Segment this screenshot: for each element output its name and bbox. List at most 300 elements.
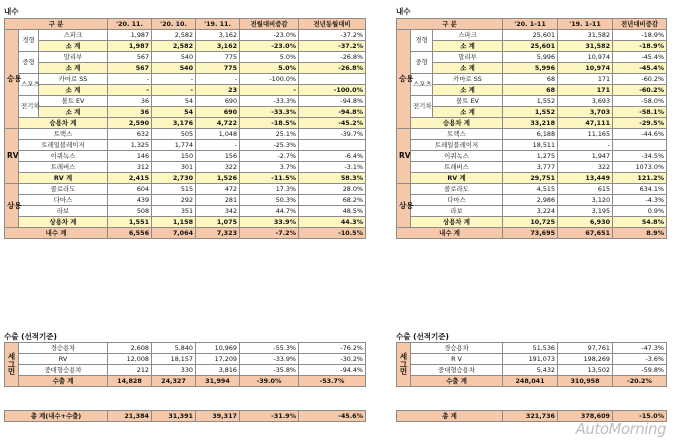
grand-total-row bbox=[5, 411, 366, 422]
cell-value: 18,157 bbox=[152, 354, 196, 365]
cell-value: 1,552 bbox=[503, 107, 558, 118]
cell-value: -10.5% bbox=[299, 228, 366, 239]
subgroup-label: 스포츠 bbox=[19, 74, 39, 96]
cell-value: 508 bbox=[108, 206, 152, 217]
cell-value: 121.2% bbox=[613, 173, 667, 184]
export-title-left: 수출 (선적기준) bbox=[4, 332, 57, 341]
cell-value: -30.2% bbox=[299, 354, 366, 365]
cell-value: 198,269 bbox=[558, 354, 613, 365]
table-row bbox=[397, 52, 667, 63]
cell-value: 2,582 bbox=[152, 41, 196, 52]
row-label: 트레일블레이저 bbox=[411, 140, 503, 151]
cell-value: 6,930 bbox=[558, 217, 613, 228]
cell-value: 48.5% bbox=[299, 206, 366, 217]
subgroup-label: 경형 bbox=[411, 30, 433, 52]
export-title-right: 수출 (선적기준) bbox=[396, 332, 449, 341]
cell-value: 351 bbox=[152, 206, 196, 217]
row-label: 상용차 계 bbox=[19, 217, 108, 228]
table-row bbox=[5, 85, 366, 96]
export-row bbox=[5, 376, 366, 387]
cell-value: 50.3% bbox=[240, 195, 299, 206]
table-row bbox=[5, 140, 366, 151]
cell-value: 44.3% bbox=[299, 217, 366, 228]
cell-value: -25.3% bbox=[240, 140, 299, 151]
cell-value: 17.3% bbox=[240, 184, 299, 195]
header-col-5: 전년동월대비 bbox=[299, 19, 366, 30]
cell-value: 567 bbox=[108, 63, 152, 74]
table-row bbox=[397, 173, 667, 184]
cell-value: 29,751 bbox=[503, 173, 558, 184]
row-label: 상용차 계 bbox=[411, 217, 503, 228]
row-label: RV 계 bbox=[19, 173, 108, 184]
header-col-3: '19. 11. bbox=[196, 19, 240, 30]
cell-value: - bbox=[152, 74, 196, 85]
cell-value: 775 bbox=[196, 63, 240, 74]
cell-value: 3,162 bbox=[196, 30, 240, 41]
table-row bbox=[5, 173, 366, 184]
row-label: 다마스 bbox=[411, 195, 503, 206]
cell-value: -53.7% bbox=[299, 376, 366, 387]
cell-value: 212 bbox=[108, 365, 152, 376]
cell-value: -100.0% bbox=[240, 74, 299, 85]
cell-value: -26.8% bbox=[299, 52, 366, 63]
table-row bbox=[397, 140, 667, 151]
cell-value: 5,996 bbox=[503, 52, 558, 63]
row-label: 총 계(내수+수출) bbox=[5, 411, 108, 422]
cell-value: -2.7% bbox=[240, 151, 299, 162]
cell-value: 281 bbox=[196, 195, 240, 206]
cell-value: 10,974 bbox=[558, 52, 613, 63]
cell-value: 4,515 bbox=[503, 184, 558, 195]
row-label: 트래버스 bbox=[411, 162, 503, 173]
table-row bbox=[397, 151, 667, 162]
group-label: RV bbox=[397, 129, 411, 184]
row-label: 중대형승용차 bbox=[411, 365, 503, 376]
header-col-1: '20. 11. bbox=[108, 19, 152, 30]
cell-value: 3,816 bbox=[196, 365, 240, 376]
cell-value: 2,590 bbox=[108, 118, 152, 129]
cell-value: -60.2% bbox=[613, 74, 667, 85]
cell-value: 1,275 bbox=[503, 151, 558, 162]
row-label: 승용차 계 bbox=[19, 118, 108, 129]
cell-value: 322 bbox=[558, 162, 613, 173]
row-label: RV bbox=[19, 354, 108, 365]
table-row bbox=[5, 151, 366, 162]
cell-value: 540 bbox=[152, 63, 196, 74]
cell-value: -3.6% bbox=[613, 354, 667, 365]
cell-value: -47.3% bbox=[613, 343, 667, 354]
cell-value: 5.0% bbox=[240, 52, 299, 63]
cell-value: -37.2% bbox=[299, 41, 366, 52]
cell-value: 310,958 bbox=[558, 376, 613, 387]
cell-value: - bbox=[152, 85, 196, 96]
cell-value: 31,994 bbox=[196, 376, 240, 387]
cell-value: 10,725 bbox=[503, 217, 558, 228]
cell-value: 12,008 bbox=[108, 354, 152, 365]
export-table-left bbox=[4, 342, 366, 387]
header-col-2: '20. 10. bbox=[152, 19, 196, 30]
cell-value: 567 bbox=[108, 52, 152, 63]
table-row bbox=[397, 206, 667, 217]
cell-value: -55.3% bbox=[240, 343, 299, 354]
cell-value: 690 bbox=[196, 96, 240, 107]
group-label: 상용 bbox=[5, 184, 19, 228]
cell-value: 4,722 bbox=[196, 118, 240, 129]
cell-value: 540 bbox=[152, 52, 196, 63]
table-row bbox=[397, 30, 667, 41]
cell-value: 632 bbox=[108, 129, 152, 140]
row-label: 소 계 bbox=[433, 41, 503, 52]
row-label: 소 계 bbox=[433, 107, 503, 118]
row-label: 콜로라도 bbox=[411, 184, 503, 195]
cell-value: -45.4% bbox=[613, 52, 667, 63]
header-col-1: '20. 1-11 bbox=[503, 19, 558, 30]
cell-value: 7,064 bbox=[152, 228, 196, 239]
row-label: 다마스 bbox=[19, 195, 108, 206]
cell-value: -33.3% bbox=[240, 107, 299, 118]
row-label: 수출 계 bbox=[411, 376, 503, 387]
subgroup-label: 경형 bbox=[19, 30, 39, 52]
row-label: 경승용차 bbox=[411, 343, 503, 354]
cell-value: 171 bbox=[558, 74, 613, 85]
cell-value: -44.6% bbox=[613, 129, 667, 140]
row-label: 소 계 bbox=[39, 63, 108, 74]
cell-value: 342 bbox=[196, 206, 240, 217]
group-label: RV bbox=[5, 129, 19, 184]
row-label: 총 계 bbox=[397, 411, 503, 422]
cell-value: 1,987 bbox=[108, 30, 152, 41]
cell-value: 14,828 bbox=[108, 376, 152, 387]
cell-value: 321,736 bbox=[503, 411, 558, 422]
cell-value: 36 bbox=[108, 96, 152, 107]
cell-value: -11.5% bbox=[240, 173, 299, 184]
cell-value: 10,974 bbox=[558, 63, 613, 74]
table-row bbox=[5, 74, 366, 85]
cell-value: 10,969 bbox=[196, 343, 240, 354]
cell-value: 25.1% bbox=[240, 129, 299, 140]
cell-value: 2,730 bbox=[152, 173, 196, 184]
cell-value: 31,582 bbox=[558, 41, 613, 52]
cell-value: 47,111 bbox=[558, 118, 613, 129]
export-row bbox=[5, 343, 366, 354]
header-col-2: '19. 1-11 bbox=[558, 19, 613, 30]
row-label: 수출 계 bbox=[19, 376, 108, 387]
table-row bbox=[5, 162, 366, 173]
table-row bbox=[5, 206, 366, 217]
cell-value: 21,384 bbox=[108, 411, 152, 422]
table-row bbox=[397, 74, 667, 85]
cell-value: 3,693 bbox=[558, 96, 613, 107]
cell-value: 1,048 bbox=[196, 129, 240, 140]
cell-value: 33,218 bbox=[503, 118, 558, 129]
cell-value: -58.0% bbox=[613, 96, 667, 107]
cell-value: - bbox=[558, 140, 613, 151]
cell-value: 18,511 bbox=[503, 140, 558, 151]
group-label: 승용 bbox=[397, 30, 411, 129]
cell-value: 3.7% bbox=[240, 162, 299, 173]
cell-value: 2,415 bbox=[108, 173, 152, 184]
cell-value: 312 bbox=[108, 162, 152, 173]
cell-value: 775 bbox=[196, 52, 240, 63]
cell-value: 97,761 bbox=[558, 343, 613, 354]
cell-value: -29.5% bbox=[613, 118, 667, 129]
row-label: 소 계 bbox=[39, 41, 108, 52]
cell-value: -59.8% bbox=[613, 365, 667, 376]
export-row bbox=[397, 365, 667, 376]
export-row bbox=[397, 354, 667, 365]
subgroup-label: 스포츠 bbox=[411, 74, 433, 96]
row-label: 라보 bbox=[411, 206, 503, 217]
row-label: 스파크 bbox=[433, 30, 503, 41]
cell-value: 146 bbox=[108, 151, 152, 162]
cell-value: 39,317 bbox=[196, 411, 240, 422]
cell-value: 13,502 bbox=[558, 365, 613, 376]
cell-value: 31,391 bbox=[152, 411, 196, 422]
cell-value: -94.8% bbox=[299, 96, 366, 107]
cell-value: 330 bbox=[152, 365, 196, 376]
cell-value: 3,703 bbox=[558, 107, 613, 118]
table-row bbox=[397, 228, 667, 239]
cell-value: -37.2% bbox=[299, 30, 366, 41]
cell-value: -31.9% bbox=[240, 411, 299, 422]
row-label: 콜로라도 bbox=[19, 184, 108, 195]
group-label: 승용 bbox=[5, 30, 19, 129]
subgroup-label: 전기차 bbox=[19, 96, 39, 118]
table-row bbox=[5, 107, 366, 118]
table-row bbox=[5, 41, 366, 52]
cell-value: 28.0% bbox=[299, 184, 366, 195]
header-col-4: 전월대비증감 bbox=[240, 19, 299, 30]
cell-value: 150 bbox=[152, 151, 196, 162]
row-label: 소 계 bbox=[433, 85, 503, 96]
table-row bbox=[5, 30, 366, 41]
cell-value: 2,986 bbox=[503, 195, 558, 206]
subgroup-label: 전기차 bbox=[411, 96, 433, 118]
cell-value: -39.7% bbox=[299, 129, 366, 140]
row-label: 이쿼녹스 bbox=[19, 151, 108, 162]
cell-value: -33.3% bbox=[240, 96, 299, 107]
row-label: 소 계 bbox=[39, 85, 108, 96]
table-row bbox=[5, 96, 366, 107]
cell-value: 7,323 bbox=[196, 228, 240, 239]
row-label: 내수 계 bbox=[5, 228, 108, 239]
row-label: 승용차 계 bbox=[411, 118, 503, 129]
cell-value: 6,556 bbox=[108, 228, 152, 239]
row-label: 라보 bbox=[19, 206, 108, 217]
row-label: 트랙스 bbox=[411, 129, 503, 140]
cell-value: 58.3% bbox=[299, 173, 366, 184]
cell-value: 68.2% bbox=[299, 195, 366, 206]
cell-value: 615 bbox=[558, 184, 613, 195]
cell-value: 25,601 bbox=[503, 30, 558, 41]
cell-value: 68 bbox=[503, 85, 558, 96]
cell-value: 24,327 bbox=[152, 376, 196, 387]
cell-value: 67,651 bbox=[558, 228, 613, 239]
subgroup-label: 중형 bbox=[411, 52, 433, 74]
table-row bbox=[397, 96, 667, 107]
cell-value: -7.2% bbox=[240, 228, 299, 239]
cell-value: 68 bbox=[503, 74, 558, 85]
row-label: 트래버스 bbox=[19, 162, 108, 173]
table-row bbox=[397, 118, 667, 129]
export-row bbox=[5, 365, 366, 376]
table-row bbox=[5, 217, 366, 228]
export-row bbox=[397, 343, 667, 354]
export-group-label: 세그먼 bbox=[5, 343, 19, 387]
cell-value: -45.4% bbox=[613, 63, 667, 74]
cell-value: 3,162 bbox=[196, 41, 240, 52]
cell-value: -18.5% bbox=[240, 118, 299, 129]
cell-value: - bbox=[196, 74, 240, 85]
cell-value: 3,777 bbox=[503, 162, 558, 173]
cell-value bbox=[299, 140, 366, 151]
table-row bbox=[5, 195, 366, 206]
cell-value: -3.1% bbox=[299, 162, 366, 173]
row-label: 소 계 bbox=[433, 63, 503, 74]
cell-value: 54 bbox=[152, 96, 196, 107]
row-label: 볼트 EV bbox=[433, 96, 503, 107]
cell-value: -4.3% bbox=[613, 195, 667, 206]
table-row bbox=[397, 107, 667, 118]
cell-value: 515 bbox=[152, 184, 196, 195]
table-row bbox=[397, 41, 667, 52]
cell-value: -23.0% bbox=[240, 30, 299, 41]
row-label: 카마로 SS bbox=[433, 74, 503, 85]
row-label: 경승용차 bbox=[19, 343, 108, 354]
row-label: R V bbox=[411, 354, 503, 365]
table-row bbox=[397, 85, 667, 96]
cell-value: - bbox=[196, 140, 240, 151]
row-label: 이쿼녹스 bbox=[411, 151, 503, 162]
cell-value: 1,552 bbox=[503, 96, 558, 107]
cell-value: 1,774 bbox=[152, 140, 196, 151]
header-row bbox=[5, 19, 366, 30]
cell-value: 634.1% bbox=[613, 184, 667, 195]
cell-value: 73,695 bbox=[503, 228, 558, 239]
cell-value: 3,120 bbox=[558, 195, 613, 206]
cell-value: 301 bbox=[152, 162, 196, 173]
cell-value: -35.8% bbox=[240, 365, 299, 376]
cell-value bbox=[299, 74, 366, 85]
cell-value: -26.8% bbox=[299, 63, 366, 74]
table-row bbox=[397, 129, 667, 140]
cell-value: -18.9% bbox=[613, 41, 667, 52]
cell-value: 36 bbox=[108, 107, 152, 118]
cell-value: 439 bbox=[108, 195, 152, 206]
cell-value: -23.0% bbox=[240, 41, 299, 52]
row-label: 말리부 bbox=[433, 52, 503, 63]
export-row bbox=[5, 354, 366, 365]
table-row bbox=[5, 63, 366, 74]
row-label: 중대형승용차 bbox=[19, 365, 108, 376]
cell-value: 3,195 bbox=[558, 206, 613, 217]
cell-value: -58.1% bbox=[613, 107, 667, 118]
cell-value: 690 bbox=[196, 107, 240, 118]
cell-value: 25,601 bbox=[503, 41, 558, 52]
cell-value: -45.2% bbox=[299, 118, 366, 129]
group-label: 상용 bbox=[397, 184, 411, 228]
cell-value: 1073.0% bbox=[613, 162, 667, 173]
header-category: 구 분 bbox=[5, 19, 108, 30]
cell-value: 2,582 bbox=[152, 30, 196, 41]
domestic-table-left bbox=[4, 18, 366, 239]
cell-value: 13,449 bbox=[558, 173, 613, 184]
header-col-3: 전년대비증감 bbox=[613, 19, 667, 30]
cell-value: 248,041 bbox=[503, 376, 558, 387]
cell-value: -15.0% bbox=[613, 411, 667, 422]
cell-value: 171 bbox=[558, 85, 613, 96]
domestic-title-left: 내수 bbox=[4, 7, 19, 16]
table-row bbox=[397, 184, 667, 195]
cell-value: 1,551 bbox=[108, 217, 152, 228]
cell-value: 156 bbox=[196, 151, 240, 162]
row-label: 트랙스 bbox=[19, 129, 108, 140]
cell-value: 472 bbox=[196, 184, 240, 195]
export-table-right bbox=[396, 342, 667, 387]
cell-value: 51,536 bbox=[503, 343, 558, 354]
watermark-logo: AutoMorning bbox=[575, 420, 666, 438]
cell-value: -76.2% bbox=[299, 343, 366, 354]
header-row bbox=[397, 19, 667, 30]
subgroup-label: 중형 bbox=[19, 52, 39, 74]
cell-value: - bbox=[240, 85, 299, 96]
cell-value: 322 bbox=[196, 162, 240, 173]
cell-value: 5,432 bbox=[503, 365, 558, 376]
table-row bbox=[5, 52, 366, 63]
cell-value: -33.9% bbox=[240, 354, 299, 365]
cell-value: 5.0% bbox=[240, 63, 299, 74]
cell-value: -94.4% bbox=[299, 365, 366, 376]
cell-value: 2,608 bbox=[108, 343, 152, 354]
cell-value: 33.9% bbox=[240, 217, 299, 228]
cell-value: 1,987 bbox=[108, 41, 152, 52]
cell-value: 5,996 bbox=[503, 63, 558, 74]
table-row bbox=[5, 228, 366, 239]
cell-value: 3,224 bbox=[503, 206, 558, 217]
cell-value: 292 bbox=[152, 195, 196, 206]
cell-value: 31,582 bbox=[558, 30, 613, 41]
cell-value: 11,165 bbox=[558, 129, 613, 140]
domestic-title-right: 내수 bbox=[396, 7, 411, 16]
cell-value: -100.0% bbox=[299, 85, 366, 96]
cell-value: 23 bbox=[196, 85, 240, 96]
cell-value: -39.0% bbox=[240, 376, 299, 387]
row-label: 소 계 bbox=[39, 107, 108, 118]
cell-value: 604 bbox=[108, 184, 152, 195]
cell-value: 44.7% bbox=[240, 206, 299, 217]
cell-value: - bbox=[108, 85, 152, 96]
cell-value bbox=[613, 140, 667, 151]
cell-value: 6,188 bbox=[503, 129, 558, 140]
row-label: 스파크 bbox=[39, 30, 108, 41]
cell-value: 1,158 bbox=[152, 217, 196, 228]
cell-value: 378,609 bbox=[558, 411, 613, 422]
table-row bbox=[5, 129, 366, 140]
cell-value: 0.9% bbox=[613, 206, 667, 217]
row-label: 내수 계 bbox=[397, 228, 503, 239]
table-row bbox=[397, 217, 667, 228]
cell-value: -60.2% bbox=[613, 85, 667, 96]
cell-value: 54 bbox=[152, 107, 196, 118]
cell-value: -18.9% bbox=[613, 30, 667, 41]
cell-value: 8.9% bbox=[613, 228, 667, 239]
table-row bbox=[397, 195, 667, 206]
cell-value: 54.8% bbox=[613, 217, 667, 228]
cell-value: 3,176 bbox=[152, 118, 196, 129]
cell-value: 505 bbox=[152, 129, 196, 140]
cell-value: -45.6% bbox=[299, 411, 366, 422]
export-group-label: 세그먼 bbox=[397, 343, 411, 387]
